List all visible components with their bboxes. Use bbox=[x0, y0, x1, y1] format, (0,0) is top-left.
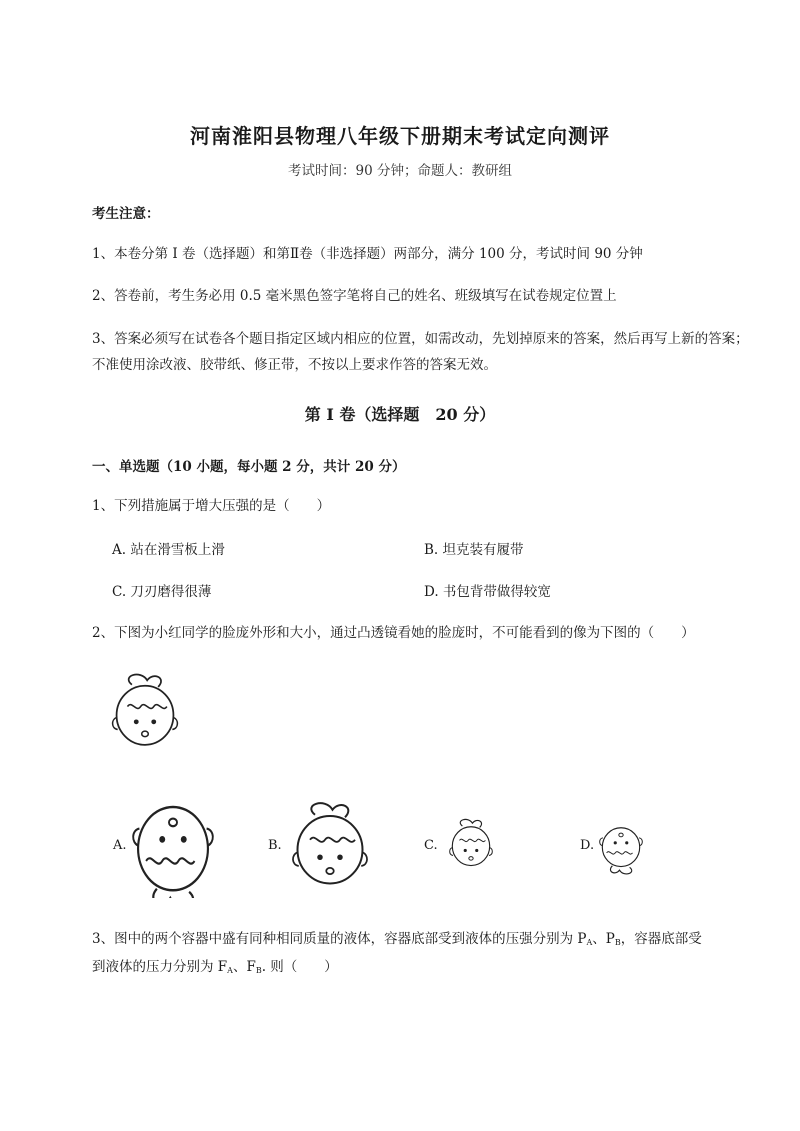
question-2-label-a[interactable]: A. bbox=[113, 838, 127, 853]
image-a-figure bbox=[130, 790, 216, 898]
image-d-figure bbox=[598, 815, 644, 875]
question-1-option-b[interactable]: B. 坦克装有履带 bbox=[424, 542, 524, 558]
question-3-line-1: 3、图中的两个容器中盛有同种相同质量的液体，容器底部受到液体的压强分别为 $P_A$、$P_B$，容器底部受 bbox=[92, 931, 702, 947]
question-2-label-d[interactable]: D. bbox=[580, 838, 595, 853]
notice-heading: 考生注意： bbox=[92, 206, 160, 222]
section-title: 第 I 卷（选择题 20 分） bbox=[304, 405, 496, 424]
question-2-stem: 2、下图为小红同学的脸庞外形和大小，通过凸透镜看她的脸庞时，不可能看到的像为下图的（ ） bbox=[92, 625, 695, 641]
notice-item-3: 3、答案必须写在试卷各个题目指定区域内相应的位置，如需改动，先划掉原来的答案，然后再写上新的答案；不准使用涂改液、胶带纸、修正带，不按以上要求作答的答案无效。 bbox=[92, 331, 749, 373]
question-2-label-c[interactable]: C. bbox=[424, 838, 438, 853]
question-1-option-c[interactable]: C. 刀刃磨得很薄 bbox=[112, 584, 212, 600]
exam-info: 考试时间：90 分钟；命题人：教研组 bbox=[288, 163, 512, 179]
original-face-figure bbox=[110, 672, 180, 752]
notice-item-2: 2、答卷前，考生务必用 0.5 毫米黑色签字笔将自己的姓名、班级填写在试卷规定位置上 bbox=[92, 288, 617, 304]
notice-item-1: 1、本卷分第 I 卷（选择题）和第Ⅱ卷（非选择题）两部分，满分 100 分，考试时间 90 分钟 bbox=[92, 246, 643, 262]
page-title: 河南淮阳县物理八年级下册期末考试定向测评 bbox=[190, 124, 610, 148]
question-1-option-a[interactable]: A. 站在滑雪板上滑 bbox=[112, 542, 225, 558]
question-2-label-b[interactable]: B. bbox=[268, 838, 282, 853]
image-c-figure bbox=[448, 812, 494, 876]
question-1-option-d[interactable]: D. 书包背带做得较宽 bbox=[424, 584, 551, 600]
question-3-line-2: 到液体的压力分别为 $F_A$、$F_B$. 则（ ） bbox=[92, 959, 338, 975]
part-title: 一、单选题（10 小题，每小题 2 分，共计 20 分） bbox=[92, 459, 406, 475]
question-1-stem: 1、下列措施属于增大压强的是（ ） bbox=[92, 498, 331, 514]
image-b-figure bbox=[290, 792, 370, 900]
